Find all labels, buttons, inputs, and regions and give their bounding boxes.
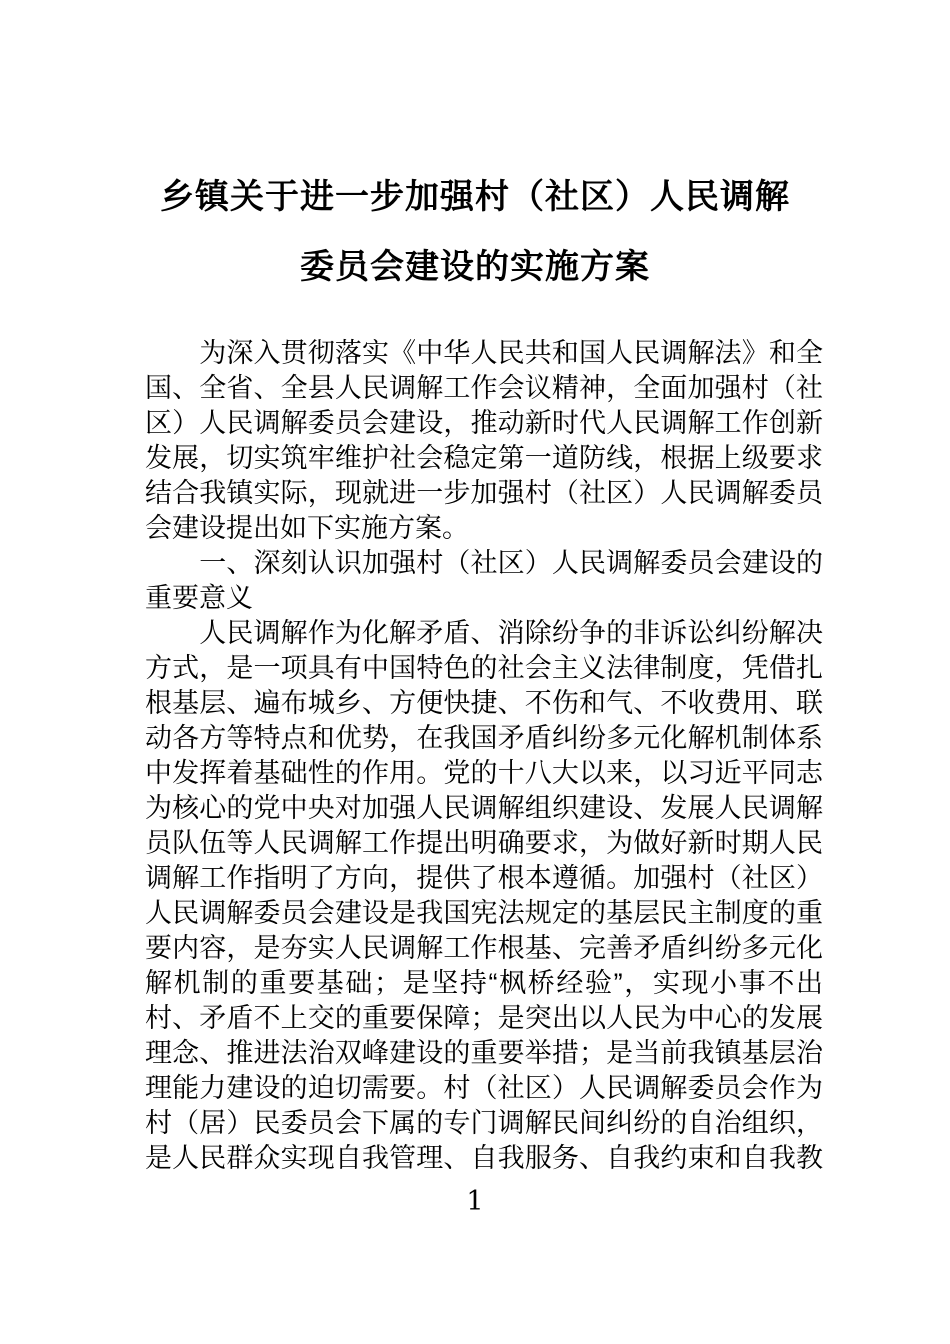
body-line: 要内容，是夯实人民调解工作根基、完善矛盾纠纷多元化 <box>145 933 823 963</box>
body-line: 村、矛盾不上交的重要保障；是突出以人民为中心的发展 <box>145 1003 823 1033</box>
document-title-line-1: 乡镇关于进一步加强村（社区）人民调解 <box>160 178 790 216</box>
body-line: 国、全省、全县人民调解工作会议精神，全面加强村（社 <box>145 373 823 403</box>
body-line: 为深入贯彻落实《中华人民共和国人民调解法》和全 <box>145 338 823 368</box>
body-line: 动各方等特点和优势，在我国矛盾纠纷多元化解机制体系 <box>145 723 823 753</box>
section-heading-line: 一、深刻认识加强村（社区）人民调解委员会建设的 <box>145 548 823 578</box>
body-line: 中发挥着基础性的作用。党的十八大以来，以习近平同志 <box>145 758 823 788</box>
body-line: 结合我镇实际，现就进一步加强村（社区）人民调解委员 <box>145 478 823 508</box>
section-heading-line: 重要意义 <box>145 583 253 613</box>
body-line: 方式，是一项具有中国特色的社会主义法律制度，凭借扎 <box>145 653 823 683</box>
body-line: 解机制的重要基础；是坚持“枫桥经验”，实现小事不出 <box>145 968 823 998</box>
body-line: 人民调解作为化解矛盾、消除纷争的非诉讼纠纷解决 <box>145 618 823 648</box>
body-line: 理能力建设的迫切需要。村（社区）人民调解委员会作为 <box>145 1073 823 1103</box>
body-line: 根基层、遍布城乡、方便快捷、不伤和气、不收费用、联 <box>145 688 823 718</box>
body-line: 区）人民调解委员会建设，推动新时代人民调解工作创新 <box>145 408 823 438</box>
body-line: 村（居）民委员会下属的专门调解民间纠纷的自治组织， <box>145 1108 823 1138</box>
document-title-line-2: 委员会建设的实施方案 <box>300 248 650 286</box>
page-footer <box>0 1186 950 1217</box>
body-line: 会建设提出如下实施方案。 <box>145 513 469 543</box>
body-line: 发展，切实筑牢维护社会稳定第一道防线，根据上级要求 <box>145 443 823 473</box>
document-title <box>0 162 950 302</box>
document-body <box>145 336 823 1176</box>
page-number: 1 <box>466 1186 484 1217</box>
body-line: 调解工作指明了方向，提供了根本遵循。加强村（社区） <box>145 863 823 893</box>
body-line: 人民调解委员会建设是我国宪法规定的基层民主制度的重 <box>145 898 823 928</box>
body-line: 员队伍等人民调解工作提出明确要求，为做好新时期人民 <box>145 828 823 858</box>
body-line: 为核心的党中央对加强人民调解组织建设、发展人民调解 <box>145 793 823 823</box>
body-line: 是人民群众实现自我管理、自我服务、自我约束和自我教 <box>145 1143 823 1173</box>
body-line: 理念、推进法治双峰建设的重要举措；是当前我镇基层治 <box>145 1038 823 1068</box>
